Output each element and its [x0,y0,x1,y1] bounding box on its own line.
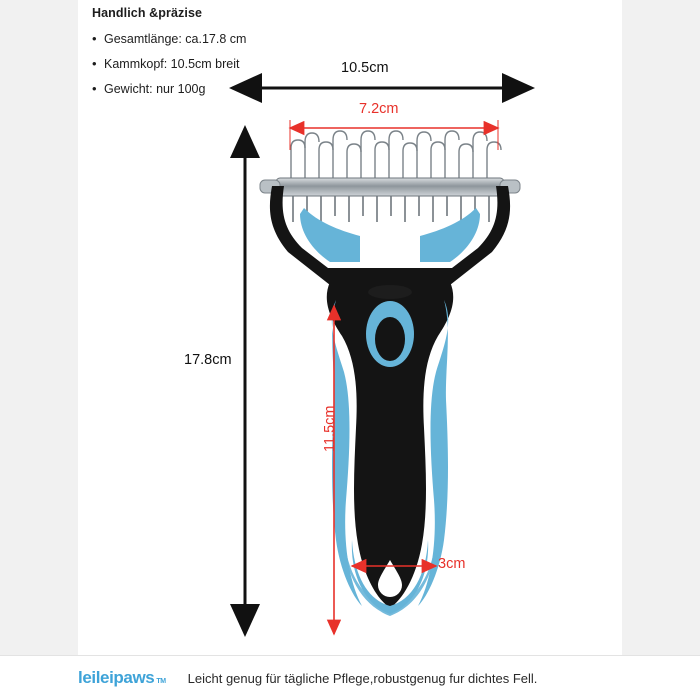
list-item: • Gesamtlänge: ca.17.8 cm [92,32,392,46]
comb-lower-teeth [293,196,489,222]
spec-title: Handlich &präzise [92,6,203,20]
neck-notch [368,285,412,299]
list-item: • Gewicht: nur 100g [92,82,392,96]
label-total-width: 10.5cm [341,60,389,76]
comb-bar [276,178,504,196]
thumb-rest-inner [375,317,405,361]
brand-logo [78,668,166,688]
product-illustration [260,131,520,616]
brand-trademark: TM [156,678,166,685]
label-comb-width: 7.2cm [359,101,399,117]
label-handle-width: 3cm [438,556,466,572]
footer-tagline: Leicht genug für tägliche Pflege,robustgenug fur dichtes Fell. [187,670,538,686]
list-item: • Kammkopf: 10.5cm breit [92,57,392,71]
footer-bar [0,655,700,700]
brand-name: leileipaws [78,668,155,687]
label-handle-height: 11.5cm [322,405,338,452]
comb-pins [291,131,501,178]
label-total-height: 17.8cm [184,352,232,368]
